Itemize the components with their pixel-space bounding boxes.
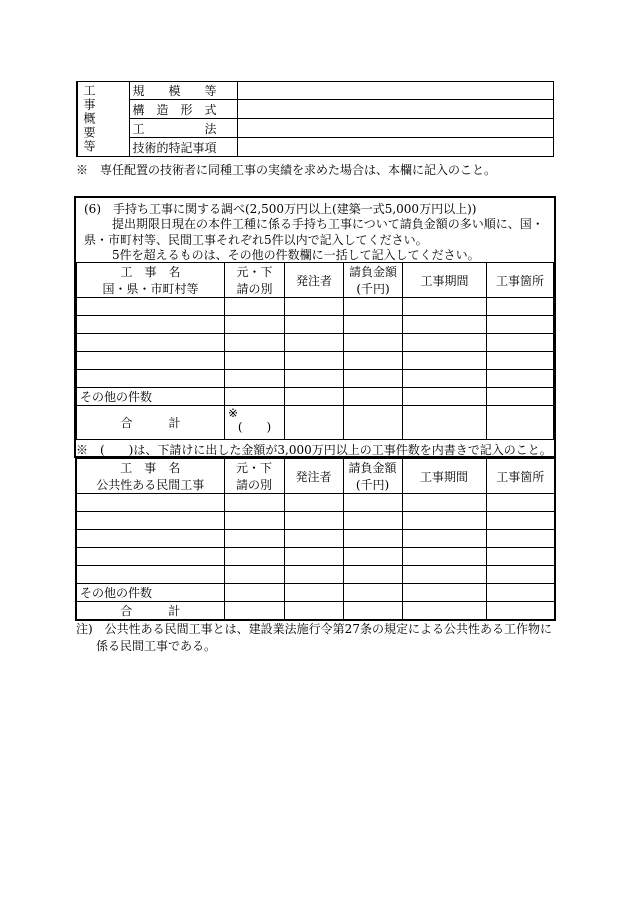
note-subcontract: ※ ( )は、下請けに出した金額が3,000万円以上の工事件数を内書きで記入のこと。 (76, 443, 552, 457)
header-client: 発注者 (284, 458, 343, 494)
table-private-works (75, 457, 556, 621)
total-contract-cell[interactable]: ※ ( ) (225, 406, 285, 440)
header-contract-type: 元・下 請の別 (225, 263, 285, 298)
overview-special-value[interactable] (237, 138, 554, 157)
note-specialist: ※ 専任配置の技術者に同種工事の実績を求めた場合は、本欄に記入のこと。 (76, 163, 497, 177)
table-row[interactable] (76, 530, 555, 548)
section6-line2: 提出期限日現在の本件工種に係る手持ち工事について請負金額の多い順に、国・ (112, 217, 544, 231)
overview-scale-value[interactable] (237, 82, 554, 100)
overview-method-value[interactable] (237, 119, 554, 138)
header-work-name-private: 工 事 名 公共性ある民間工事 (76, 458, 224, 494)
table-public-works (76, 262, 554, 440)
table-row[interactable] (77, 298, 554, 316)
footnote-line1: 注) 公共性ある民間工事とは、建設業法施行令第27条の規定による公共性ある工作物に (76, 622, 552, 636)
table-row[interactable] (77, 352, 554, 370)
header-place: 工事箇所 (487, 263, 554, 298)
table-row[interactable] (76, 548, 555, 566)
overview-method-label: 工 法 (129, 119, 237, 138)
overview-scale-label: 規 模 等 (129, 82, 237, 100)
total-row[interactable] (77, 406, 554, 440)
total-label: 合 計 (77, 406, 225, 440)
table-row[interactable] (76, 512, 555, 530)
total-row[interactable] (76, 602, 555, 621)
header-place: 工事箇所 (486, 458, 555, 494)
header-contract-type: 元・下 請の別 (224, 458, 284, 494)
table-row[interactable] (77, 316, 554, 334)
overview-row-header: 工事概要等 (77, 82, 129, 157)
overview-special-label: 技術的特記事項 (129, 138, 237, 157)
footnote-line2: 係る民間工事である。 (96, 639, 217, 653)
other-count-label: その他の件数 (76, 584, 224, 602)
header-work-name: 工 事 名 国・県・市町村等 (77, 263, 225, 298)
other-count-label: その他の件数 (77, 388, 225, 406)
section6-title: (6) 手持ち工事に関する調べ(2,500万円以上(建築一式5,000万円以上)) (84, 202, 477, 216)
header-amount: 請負金額 (千円) (344, 263, 403, 298)
section6-line3: 県・市町村等、民間工事それぞれ5件以内で記入してください。 (84, 233, 428, 247)
total-label: 合 計 (76, 602, 224, 621)
header-period: 工事期間 (403, 263, 487, 298)
overview-structure-value[interactable] (237, 100, 554, 119)
table-row[interactable] (77, 334, 554, 352)
header-period: 工事期間 (402, 458, 486, 494)
other-count-row[interactable] (76, 584, 555, 602)
table-row[interactable] (76, 566, 555, 584)
table-row[interactable] (77, 370, 554, 388)
section6-line4: 5件を超えるものは、その他の件数欄に一括して記入してください。 (112, 248, 480, 262)
header-amount: 請負金額 (千円) (343, 458, 402, 494)
overview-structure-label: 構 造 形 式 (129, 100, 237, 119)
overview-table (76, 81, 554, 157)
table-row[interactable] (76, 494, 555, 512)
header-client: 発注者 (285, 263, 344, 298)
other-count-row[interactable] (77, 388, 554, 406)
